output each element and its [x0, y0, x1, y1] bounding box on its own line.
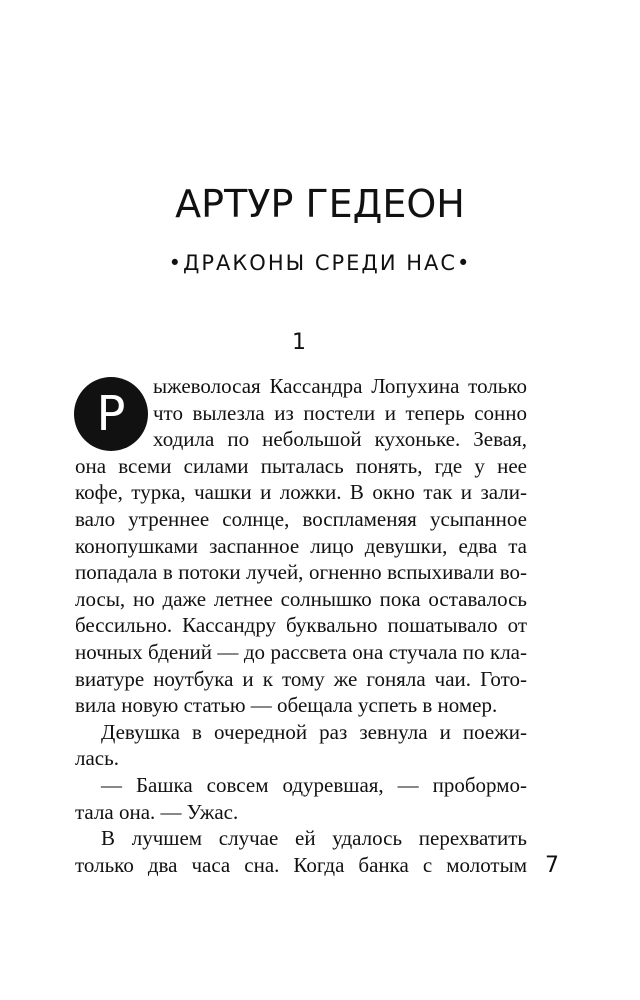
- text-line: тала она. — Ужас.: [75, 799, 239, 824]
- text-line: что вылезла из постели и теперь сонно: [153, 400, 527, 425]
- text-line: ночных бдений — до рассвета она стучала по кла-: [75, 639, 527, 664]
- chapter-number: 1: [292, 330, 306, 355]
- text-line: кофе, турка, чашки и ложки. В окно так и зали-: [75, 480, 527, 505]
- text-line: — Башка совсем одуревшая, — пробормо-: [101, 772, 527, 797]
- text-line: она всеми силами пыталась понять, где у нее: [75, 453, 527, 478]
- page-number: 7: [545, 853, 559, 878]
- text-line: вало утреннее солнце, воспламеняя усыпанное: [75, 506, 527, 531]
- body-text: [75, 373, 527, 878]
- text-line: попадала в потоки лучей, огненно вспыхивали во-: [75, 560, 527, 585]
- text-line: Девушка в очередной раз зевнула и поежи-: [101, 719, 527, 744]
- text-line: вила новую статью — обещала успеть в номер.: [75, 693, 498, 718]
- text-line: конопушками заспанное лицо девушки, едва та: [75, 533, 527, 558]
- text-line: лосы, но даже летнее солнышко пока оставалось: [75, 586, 527, 611]
- drop-cap-letter: Р: [74, 377, 148, 451]
- text-line: лась.: [75, 746, 119, 771]
- book-title: •ДРАКОНЫ СРЕДИ НАС•: [168, 251, 472, 275]
- text-line: ходила по небольшой кухоньке. Зевая,: [153, 427, 527, 452]
- text-line: только два часа сна. Когда банка с молотым: [75, 852, 527, 877]
- text-line: ыжеволосая Кассандра Лопухина только: [153, 374, 527, 398]
- text-line: бессильно. Кассандру буквально пошатывало от: [75, 613, 527, 638]
- author-name: АРТУР ГЕДЕОН: [175, 182, 465, 226]
- text-line: В лучшем случае ей удалось перехватить: [101, 826, 527, 851]
- text-line: виатуре ноутбука и к тому же гоняла чаи. Гото-: [75, 666, 527, 691]
